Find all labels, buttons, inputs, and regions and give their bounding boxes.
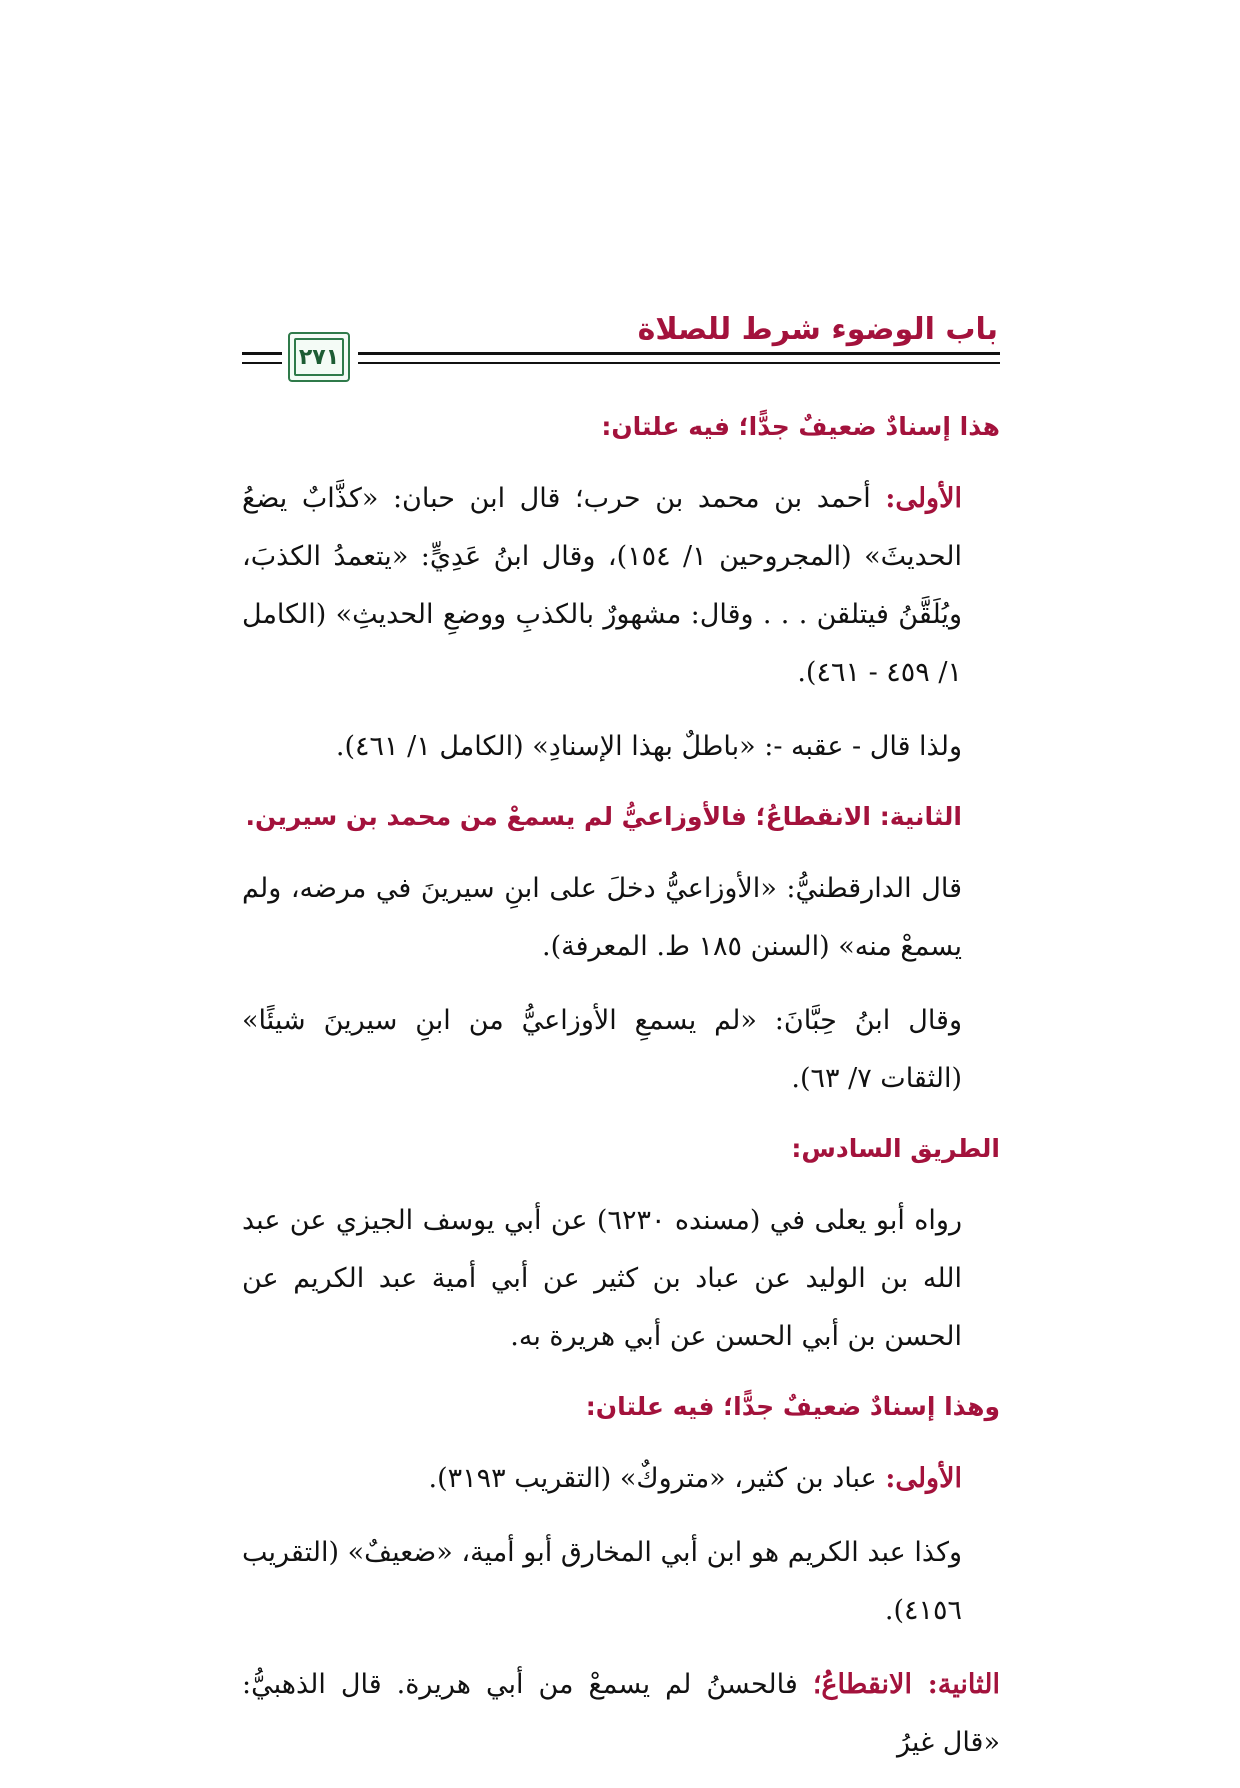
paragraph-text: فالحسنُ لم يسمعْ من أبي هريرة. قال الذهبيُّ: «قال غيرُ xyxy=(242,1669,1000,1758)
chapter-title: باب الوضوء شرط للصلاة xyxy=(637,312,998,347)
section-heading: هذا إسنادٌ ضعيفٌ جدًّا؛ فيه علتان: xyxy=(601,412,1000,441)
paragraph: وكذا عبد الكريم هو ابن أبي المخارق أبو أمية، «ضعيفٌ» (التقريب ٤١٥٦). xyxy=(242,1537,962,1626)
paragraph-text: أحمد بن محمد بن حرب؛ قال ابن حبان: «كذَّابٌ يضعُ الحديثَ» (المجروحين ١/ ١٥٤)، وقال ابنُ عَدِيٍّ: «يتعمدُ الكذبَ، ويُلَقَّنُ فيتلقن . . . وقال: مشهورٌ بالكذبِ ووضعِ الحديثِ» (الكامل ١/ ٤٥٩ - ٤٦١). xyxy=(242,483,962,688)
header-rule-right-top xyxy=(358,352,1000,355)
paragraph-label: الأولى: xyxy=(885,483,962,514)
paragraph: ولذا قال - عقبه -: «باطلٌ بهذا الإسنادِ» (الكامل ١/ ٤٦١). xyxy=(335,731,962,762)
paragraph-label: الأولى: xyxy=(885,1463,962,1494)
paragraph-text: عباد بن كثير، «متروكٌ» (التقريب ٣١٩٣). xyxy=(428,1463,886,1494)
header-rule-right-bottom xyxy=(358,362,1000,364)
page-number-badge xyxy=(288,332,350,382)
paragraph: رواه أبو يعلى في (مسنده ٦٢٣٠) عن أبي يوسف الجيزي عن عبد الله بن الوليد عن عباد بن كثير عن أبي أمية عبد الكريم عن الحسن بن أبي الحسن عن أبي هريرة به. xyxy=(242,1205,962,1352)
header-rule-left-bottom xyxy=(242,362,282,364)
page-number: ٢٧١ xyxy=(298,344,340,370)
paragraph: قال الدارقطنيُّ: «الأوزاعيُّ دخلَ على ابنِ سيرينَ في مرضه، ولم يسمعْ منه» (السنن ١٨٥ ط. المعرفة). xyxy=(242,873,962,962)
section-heading: وهذا إسنادٌ ضعيفٌ جدًّا؛ فيه علتان: xyxy=(585,1392,1000,1421)
paragraph-label: الثانية: الانقطاعُ؛ xyxy=(812,1669,1000,1700)
paragraph xyxy=(242,1450,1000,1508)
paragraph xyxy=(242,1656,1000,1772)
main-text xyxy=(242,402,1000,1788)
paragraph: وقال ابنُ حِبَّانَ: «لم يسمعِ الأوزاعيُّ من ابنِ سيرينَ شيئًا» (الثقات ٧/ ٦٣). xyxy=(242,1005,962,1094)
section-heading: الثانية: الانقطاعُ؛ فالأوزاعيُّ لم يسمعْ من محمد بن سيرين. xyxy=(245,802,962,831)
header-rule-left-top xyxy=(242,352,282,355)
paragraph xyxy=(242,470,1000,702)
section-heading: الطريق السادس: xyxy=(791,1134,1000,1163)
